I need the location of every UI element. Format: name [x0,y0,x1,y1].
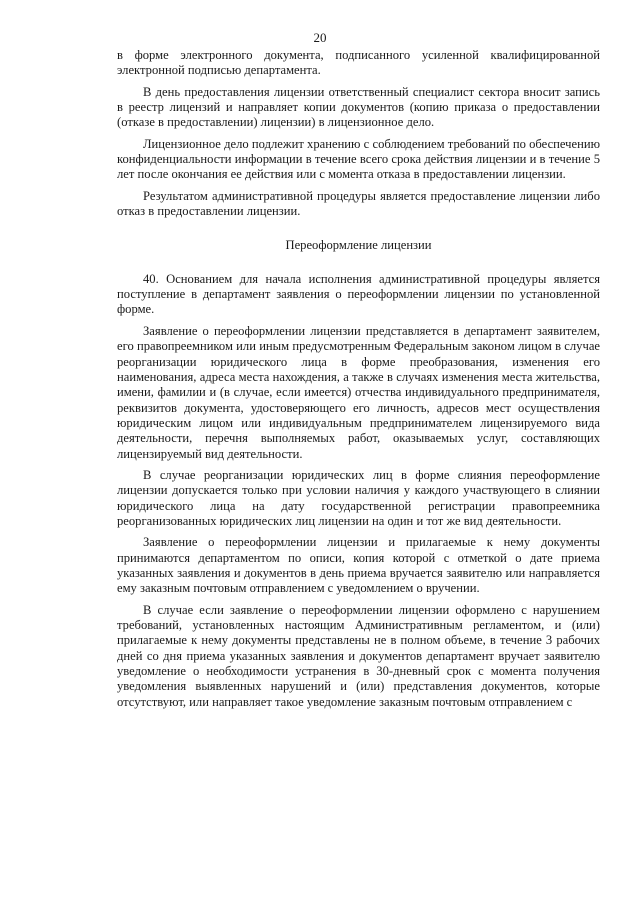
paragraph-acceptance-by-inventory: Заявление о переоформлении лицензии и прилагаемые к нему документы принимаются департаментом по описи, копия которой с отметкой о дате приема указанных заявления и документов в день приема вручается заявителю или направляется ему заказным почтовым отправлением с уведомлением о вручении. [117,535,600,596]
paragraph-40-basis: 40. Основанием для начала исполнения административной процедуры является поступление в департамент заявления о переоформлении лицензии по установленной форме. [117,271,600,317]
page-body [117,48,600,716]
paragraph-continuation: в форме электронного документа, подписанного усиленной квалифицированной электронной подписью департамента. [117,48,600,78]
paragraph-violations-notice: В случае если заявление о переоформлении лицензии оформлено с нарушением требований, установленных настоящим Административным регламентом, и (или) прилагаемые к нему документы представлены не в полном объеме, в течение 3 рабочих дней со дня приема указанных заявления и документов департамент вручает заявителю уведомление о необходимости устранения в 30-дневный срок с момента получения уведомления выявленных нарушений и (или) представления документов, которые отсутствуют, или направляет такое уведомление заказным почтовым отправлением с [117,602,600,709]
section-heading: Переоформление лицензии [285,238,432,253]
page-number: 20 [313,30,327,45]
paragraph-application-submission: Заявление о переоформлении лицензии представляется в департамент заявителем, его правопреемником или иным предусмотренным Федеральным законом лицом в случае реорганизации юридического лица в форме преобразования, изменения его наименования, адреса места нахождения, а также в случаях изменения места жительства, имени, фамилии и (в случае, если имеется) отчества индивидуального предпринимателя, реквизитов документа, удостоверяющего его личность, адресов мест осуществления юридическим лицом или индивидуальным предпринимателем лицензируемого вида деятельности, перечня выполняемых работ, оказываемых услуг, составляющих лицензируемый вид деятельности. [117,323,600,461]
paragraph-license-file-storage: Лицензионное дело подлежит хранению с соблюдением требований по обеспечению конфиденциальности информации в течение всего срока действия лицензии и в течение 5 лет после окончания ее действия или с момента отказа в предоставлении лицензии. [117,136,600,182]
paragraph-procedure-result: Результатом административной процедуры является предоставление лицензии либо отказ в предоставлении лицензии. [117,188,600,219]
paragraph-registry-entry: В день предоставления лицензии ответственный специалист сектора вносит запись в реестр лицензий и направляет копии документов (копию приказа о предоставлении (отказе в предоставлении) лицензии) в лицензионное дело. [117,84,600,130]
paragraph-merger-case: В случае реорганизации юридических лиц в форме слияния переоформление лицензии допускается только при условии наличия у каждого участвующего в слиянии юридического лица на дату государственной регистрации правопреемника реорганизованных юридических лиц лицензии на один и тот же вид деятельности. [117,467,600,528]
